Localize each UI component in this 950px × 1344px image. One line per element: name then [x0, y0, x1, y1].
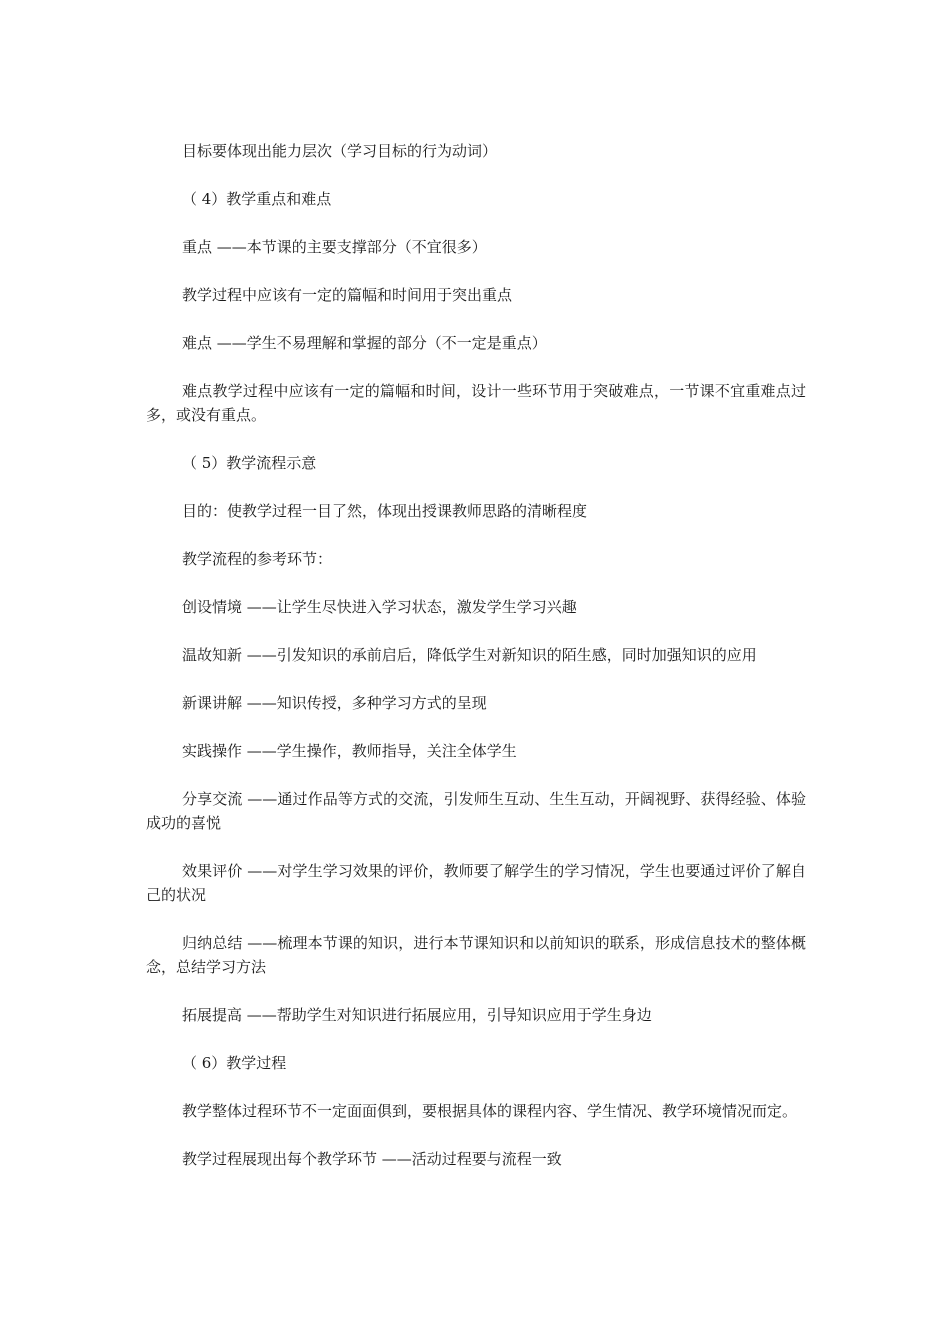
list-item-evaluation: 效果评价 ——对学生学习效果的评价，教师要了解学生的学习情况，学生也要通过评价了解自己的状况 [146, 862, 806, 904]
paragraph-difficulty: 难点 ——学生不易理解和掌握的部分（不一定是重点） [182, 334, 547, 352]
paragraph-process-overall: 教学整体过程环节不一定面面俱到，要根据具体的课程内容、学生情况、教学环境情况而定。 [182, 1102, 798, 1120]
section-heading-5: （ 5）教学流程示意 [182, 454, 317, 472]
list-item-new-lesson: 新课讲解 ——知识传授，多种学习方式的呈现 [182, 694, 487, 712]
document-page [146, 139, 806, 1195]
paragraph-difficulty-time: 难点教学过程中应该有一定的篇幅和时间，设计一些环节用于突破难点，一节课不宜重难点过多，或没有重点。 [146, 382, 806, 424]
paragraph-key-point: 重点 ——本节课的主要支撑部分（不宜很多） [182, 238, 487, 256]
list-item-review: 温故知新 ——引发知识的承前启后，降低学生对新知识的陌生感，同时加强知识的应用 [182, 646, 757, 664]
list-item-extension: 拓展提高 ——帮助学生对知识进行拓展应用，引导知识应用于学生身边 [182, 1006, 652, 1024]
paragraph-flow-steps-intro: 教学流程的参考环节： [182, 550, 333, 568]
paragraph-key-point-time: 教学过程中应该有一定的篇幅和时间用于突出重点 [182, 286, 513, 304]
paragraph-flow-purpose: 目的：使教学过程一目了然，体现出授课教师思路的清晰程度 [182, 502, 588, 520]
list-item-sharing: 分享交流 ——通过作品等方式的交流，引发师生互动、生生互动，开阔视野、获得经验、体验成功的喜悦 [146, 790, 806, 832]
paragraph-objective-levels: 目标要体现出能力层次（学习目标的行为动词） [182, 142, 498, 160]
section-heading-6: （ 6）教学过程 [182, 1054, 287, 1072]
list-item-situation: 创设情境 ——让学生尽快进入学习状态，激发学生学习兴趣 [182, 598, 577, 616]
list-item-summary: 归纳总结 ——梳理本节课的知识，进行本节课知识和以前知识的联系，形成信息技术的整体概念，总结学习方法 [146, 934, 806, 976]
paragraph-process-steps: 教学过程展现出每个教学环节 ——活动过程要与流程一致 [182, 1150, 562, 1168]
section-heading-4: （ 4）教学重点和难点 [182, 190, 332, 208]
list-item-practice: 实践操作 ——学生操作，教师指导，关注全体学生 [182, 742, 517, 760]
